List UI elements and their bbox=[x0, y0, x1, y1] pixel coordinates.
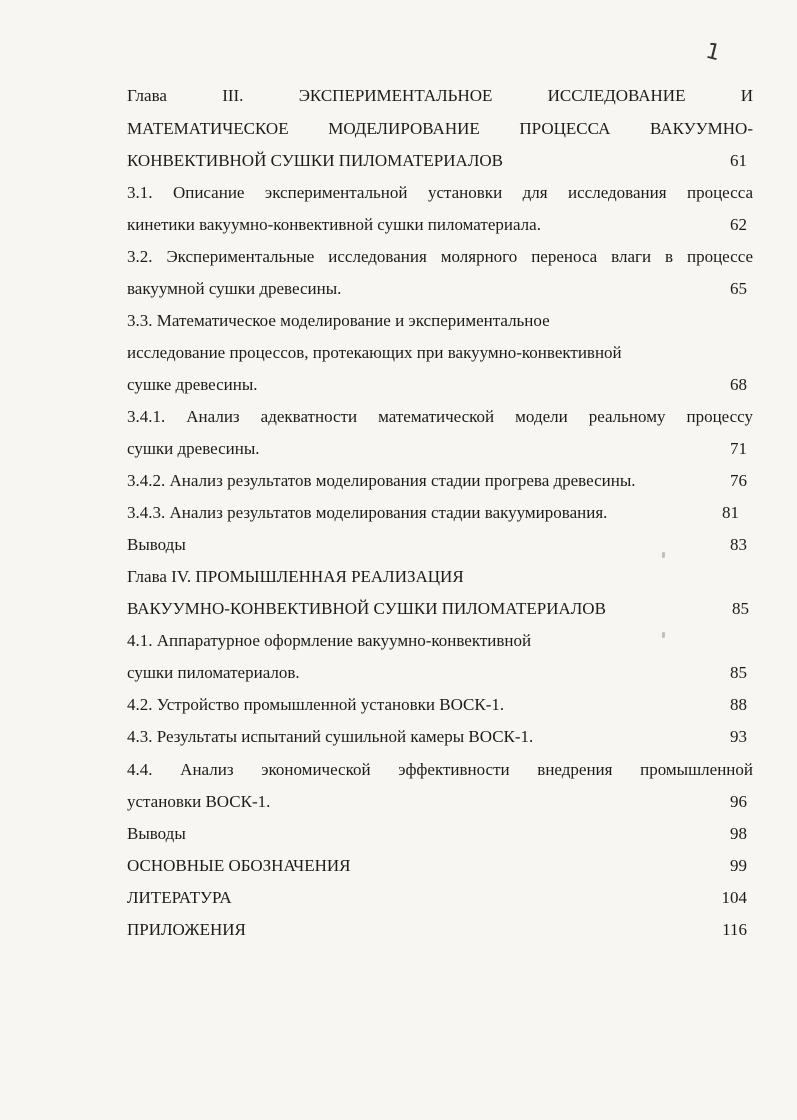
toc-4-4-line2-text: установки ВОСК-1. bbox=[127, 792, 271, 811]
toc-conclusions-ch4 bbox=[127, 824, 753, 844]
toc-appendices-text: ПРИЛОЖЕНИЯ bbox=[127, 920, 246, 939]
toc-chapter4-page: 85 bbox=[732, 599, 749, 618]
toc-3-1-line2 bbox=[127, 215, 753, 235]
toc-3-4-3-text: 3.4.3. Анализ результатов моделирования стадии вакуумирования. bbox=[127, 503, 608, 522]
toc-3-3-line3 bbox=[127, 375, 753, 395]
toc-4-3-text: 4.3. Результаты испытаний сушильной камеры ВОСК-1. bbox=[127, 727, 534, 746]
toc-3-3-line1: 3.3. Математическое моделирование и экспериментальное bbox=[127, 311, 550, 330]
toc-3-1-page: 62 bbox=[730, 215, 747, 234]
toc-3-4-1-page: 71 bbox=[730, 439, 747, 458]
toc-4-2-text: 4.2. Устройство промышленной установки ВОСК-1. bbox=[127, 695, 505, 714]
toc-4-1-page: 85 bbox=[730, 663, 747, 682]
toc-4-4-page: 96 bbox=[730, 792, 747, 811]
toc-chapter4-line2-text: ВАКУУМНО-КОНВЕКТИВНОЙ СУШКИ ПИЛОМАТЕРИАЛОВ bbox=[127, 599, 606, 618]
toc-chapter3-line1: Глава III. ЭКСПЕРИМЕНТАЛЬНОЕ ИССЛЕДОВАНИЕ И bbox=[127, 86, 753, 105]
toc-3-1-line1: 3.1. Описание экспериментальной установки для исследования процесса bbox=[127, 183, 753, 202]
toc-4-4-line1: 4.4. Анализ экономической эффективности внедрения промышленной bbox=[127, 760, 753, 779]
toc-4-2-page: 88 bbox=[730, 695, 747, 714]
toc-conclusions-ch3-text: Выводы bbox=[127, 535, 186, 554]
toc-3-3-page: 68 bbox=[730, 375, 747, 394]
toc-conclusions-ch3 bbox=[127, 535, 753, 555]
toc-3-4-2-line1 bbox=[127, 471, 753, 491]
toc-4-1-line2 bbox=[127, 663, 753, 683]
toc-3-3-line2: исследование процессов, протекающих при вакуумно-конвективной bbox=[127, 343, 622, 362]
toc-chapter3-line3 bbox=[127, 151, 753, 171]
handwritten-page-number: 1 bbox=[703, 38, 723, 67]
toc-3-4-1-line2 bbox=[127, 439, 753, 459]
scan-speck bbox=[662, 632, 665, 638]
toc-3-3-line3-text: сушке древесины. bbox=[127, 375, 258, 394]
toc-literature-page: 104 bbox=[721, 888, 747, 907]
toc-4-3-line1 bbox=[127, 727, 753, 747]
toc-chapter3-line2: МАТЕМАТИЧЕСКОЕ МОДЕЛИРОВАНИЕ ПРОЦЕССА ВАКУУМНО- bbox=[127, 119, 753, 138]
toc-appendices bbox=[127, 920, 753, 940]
toc-3-1-line2-text: кинетики вакуумно-конвективной сушки пиломатериала. bbox=[127, 215, 541, 234]
toc-conclusions-ch4-page: 98 bbox=[730, 824, 747, 843]
toc-4-1-line2-text: сушки пиломатериалов. bbox=[127, 663, 300, 682]
toc-conclusions-ch4-text: Выводы bbox=[127, 824, 186, 843]
toc-chapter4-line2 bbox=[127, 599, 753, 619]
toc-literature bbox=[127, 888, 753, 908]
toc-4-3-page: 93 bbox=[730, 727, 747, 746]
toc-3-2-line1: 3.2. Экспериментальные исследования молярного переноса влаги в процессе bbox=[127, 247, 753, 266]
toc-4-2-line1 bbox=[127, 695, 753, 715]
toc-literature-text: ЛИТЕРАТУРА bbox=[127, 888, 232, 907]
scan-speck bbox=[662, 552, 665, 558]
toc-3-4-2-text: 3.4.2. Анализ результатов моделирования стадии прогрева древесины. bbox=[127, 471, 636, 490]
toc-3-2-page: 65 bbox=[730, 279, 747, 298]
toc-appendices-page: 116 bbox=[722, 920, 747, 939]
toc-notation bbox=[127, 856, 753, 876]
toc-3-4-1-line2-text: сушки древесины. bbox=[127, 439, 260, 458]
toc-chapter3-line3-text: КОНВЕКТИВНОЙ СУШКИ ПИЛОМАТЕРИАЛОВ bbox=[127, 151, 503, 170]
toc-notation-text: ОСНОВНЫЕ ОБОЗНАЧЕНИЯ bbox=[127, 856, 351, 875]
toc-conclusions-ch3-page: 83 bbox=[730, 535, 747, 554]
toc-chapter3-page: 61 bbox=[730, 151, 747, 170]
toc-chapter4-line1: Глава IV. ПРОМЫШЛЕННАЯ РЕАЛИЗАЦИЯ bbox=[127, 567, 464, 586]
toc-4-4-line2 bbox=[127, 792, 753, 812]
toc-4-1-line1: 4.1. Аппаратурное оформление вакуумно-конвективной bbox=[127, 631, 532, 650]
toc-3-2-line2 bbox=[127, 279, 753, 299]
toc-3-4-2-page: 76 bbox=[730, 471, 747, 490]
toc-3-4-3-line1 bbox=[127, 503, 753, 523]
toc-3-2-line2-text: вакуумной сушки древесины. bbox=[127, 279, 342, 298]
toc-3-4-3-page: 81 bbox=[722, 503, 739, 522]
toc-notation-page: 99 bbox=[730, 856, 747, 875]
toc-3-4-1-line1: 3.4.1. Анализ адекватности математической модели реальному процессу bbox=[127, 407, 753, 426]
